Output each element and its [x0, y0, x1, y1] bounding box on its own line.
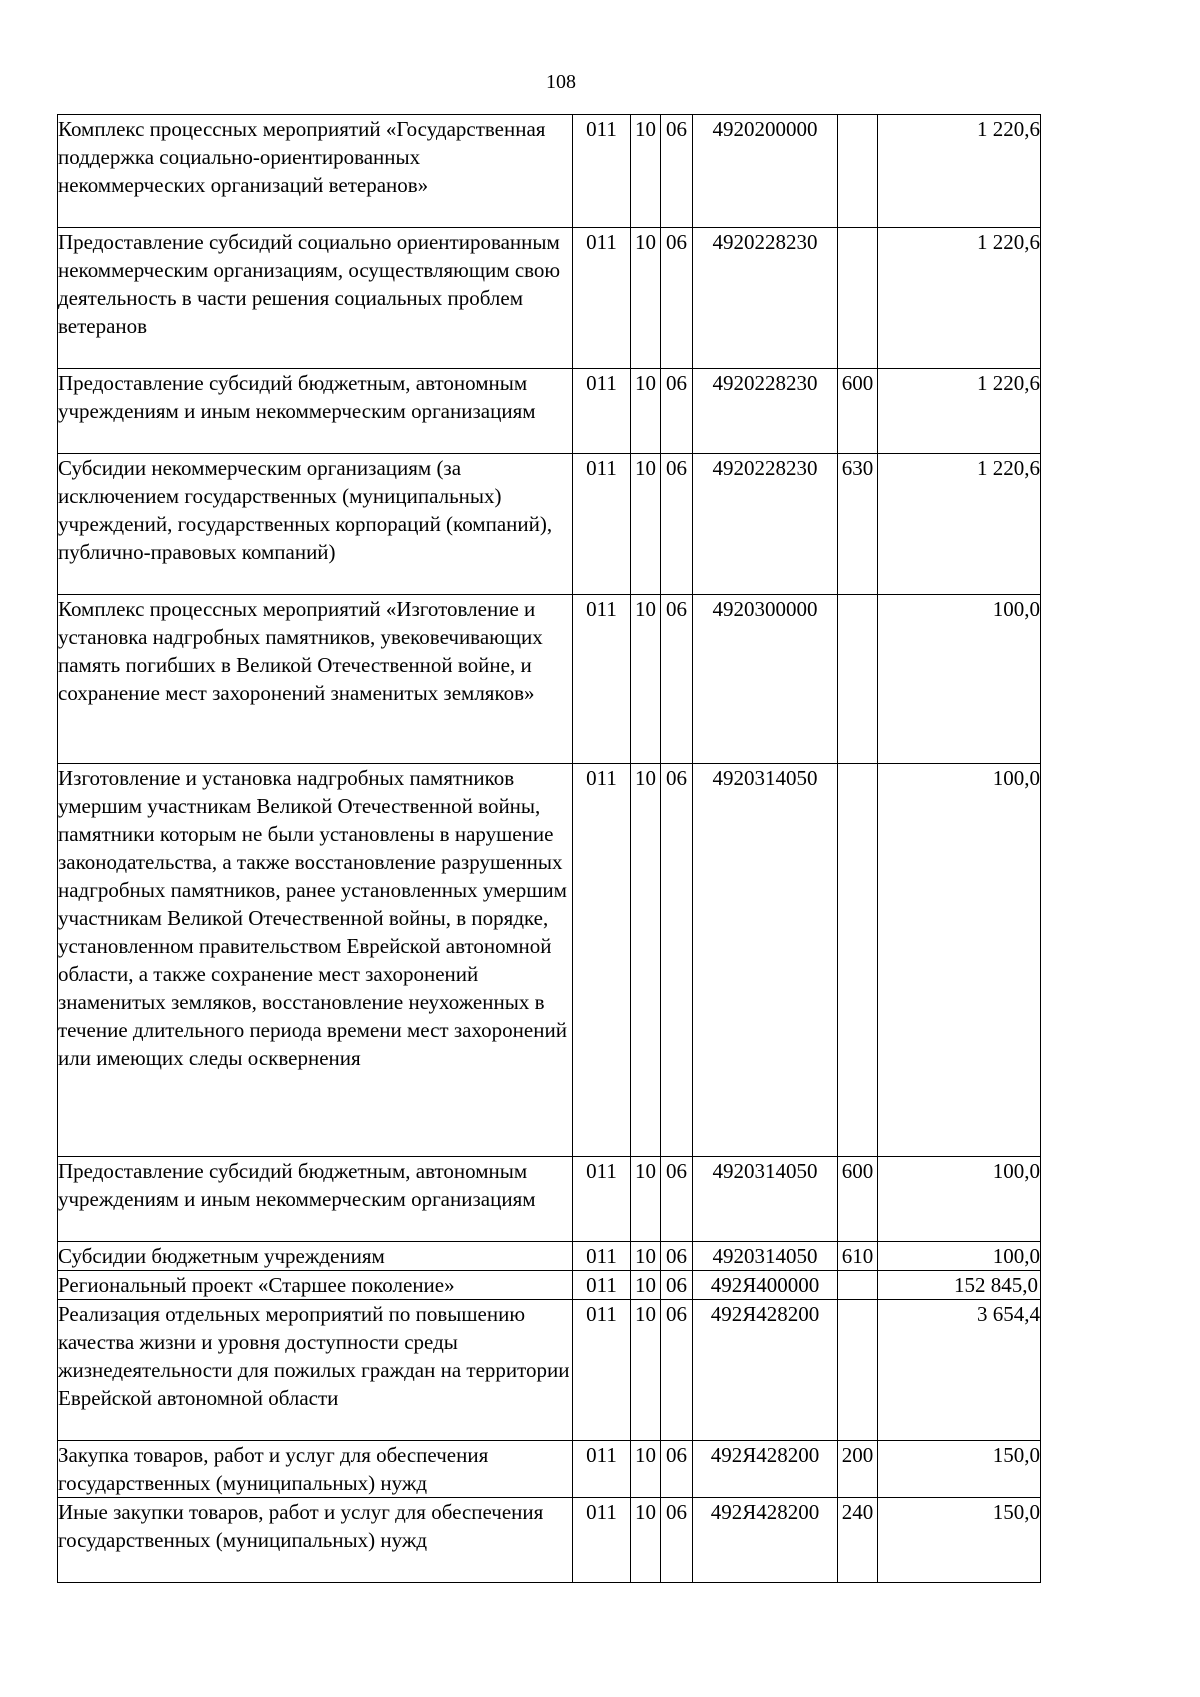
- row-name: Региональный проект «Старшее поколение»: [58, 1271, 573, 1300]
- row-admin-code: 011: [573, 228, 631, 369]
- budget-table-body: [58, 115, 1041, 1583]
- row-amount: 1 220,6: [878, 228, 1041, 369]
- row-amount: 100,0: [878, 1157, 1041, 1242]
- row-subsection: 06: [661, 454, 693, 595]
- row-subsection: 06: [661, 1300, 693, 1441]
- row-section: 10: [631, 115, 661, 228]
- row-amount: 150,0: [878, 1498, 1041, 1583]
- row-name: Реализация отдельных мероприятий по повышению качества жизни и уровня доступности среды жизнедеятельности для пожилых граждан на территории Еврейской автономной области: [58, 1300, 573, 1441]
- row-target-article: 4920228230: [693, 228, 838, 369]
- row-admin-code: 011: [573, 1157, 631, 1242]
- table-row: [58, 1300, 1041, 1441]
- table-row: [58, 454, 1041, 595]
- row-name: Предоставление субсидий социально ориентированным некоммерческим организациям, осуществляющим свою деятельность в части решения социальных проблем ветеранов: [58, 228, 573, 369]
- row-subsection: 06: [661, 1271, 693, 1300]
- row-section: 10: [631, 1300, 661, 1441]
- row-target-article: 4920314050: [693, 764, 838, 1157]
- row-section: 10: [631, 595, 661, 764]
- row-name: Иные закупки товаров, работ и услуг для обеспечения государственных (муниципальных) нужд: [58, 1498, 573, 1583]
- row-target-article: 492Я400000: [693, 1271, 838, 1300]
- row-expense-type: 600: [838, 369, 878, 454]
- table-row: [58, 1271, 1041, 1300]
- row-amount: 1 220,6: [878, 369, 1041, 454]
- row-amount: 3 654,4: [878, 1300, 1041, 1441]
- row-expense-type: 610: [838, 1242, 878, 1271]
- row-target-article: 492Я428200: [693, 1498, 838, 1583]
- row-target-article: 4920200000: [693, 115, 838, 228]
- row-subsection: 06: [661, 595, 693, 764]
- row-section: 10: [631, 454, 661, 595]
- row-target-article: 4920228230: [693, 369, 838, 454]
- row-amount: 150,0: [878, 1441, 1041, 1498]
- row-expense-type: 600: [838, 1157, 878, 1242]
- table-row: [58, 228, 1041, 369]
- row-admin-code: 011: [573, 1441, 631, 1498]
- row-name: Предоставление субсидий бюджетным, автономным учреждениям и иным некоммерческим организациям: [58, 1157, 573, 1242]
- row-expense-type: 200: [838, 1441, 878, 1498]
- row-section: 10: [631, 1157, 661, 1242]
- row-expense-type: [838, 1271, 878, 1300]
- row-target-article: 4920300000: [693, 595, 838, 764]
- row-section: 10: [631, 1242, 661, 1271]
- table-row: [58, 1441, 1041, 1498]
- row-subsection: 06: [661, 369, 693, 454]
- row-subsection: 06: [661, 1498, 693, 1583]
- row-amount: 100,0: [878, 1242, 1041, 1271]
- row-admin-code: 011: [573, 764, 631, 1157]
- row-name: Комплекс процессных мероприятий «Изготовление и установка надгробных памятников, увековечивающих память погибших в Великой Отечественной войне, и сохранение мест захоронений знаменитых земляков»: [58, 595, 573, 764]
- row-subsection: 06: [661, 115, 693, 228]
- row-admin-code: 011: [573, 595, 631, 764]
- row-section: 10: [631, 1441, 661, 1498]
- row-amount: 100,0: [878, 764, 1041, 1157]
- row-amount: 1 220,6: [878, 454, 1041, 595]
- table-row: [58, 369, 1041, 454]
- row-section: 10: [631, 764, 661, 1157]
- row-target-article: 4920314050: [693, 1242, 838, 1271]
- row-amount: 100,0: [878, 595, 1041, 764]
- row-section: 10: [631, 228, 661, 369]
- row-expense-type: [838, 1300, 878, 1441]
- row-name: Предоставление субсидий бюджетным, автономным учреждениям и иным некоммерческим организациям: [58, 369, 573, 454]
- table-row: [58, 1157, 1041, 1242]
- row-name: Изготовление и установка надгробных памятников умершим участникам Великой Отечественной войны, памятники которым не были установлены в нарушение законодательства, а также восстановление разрушенных надгробных памятников, ранее установленных умершим участникам Великой Отечественной войны, в порядке, установленном правительством Еврейской автономной области, а также сохранение мест захоронений знаменитых земляков, восстановление неухоженных в течение длительного периода времени мест захоронений или имеющих следы осквернения: [58, 764, 573, 1157]
- row-expense-type: 240: [838, 1498, 878, 1583]
- row-admin-code: 011: [573, 454, 631, 595]
- row-subsection: 06: [661, 764, 693, 1157]
- row-amount: 1 220,6: [878, 115, 1041, 228]
- row-name: Субсидии бюджетным учреждениям: [58, 1242, 573, 1271]
- row-name: Субсидии некоммерческим организациям (за исключением государственных (муниципальных) учреждений, государственных корпораций (компаний), публично-правовых компаний): [58, 454, 573, 595]
- table-row: [58, 1242, 1041, 1271]
- table-row: [58, 764, 1041, 1157]
- table-row: [58, 1498, 1041, 1583]
- row-subsection: 06: [661, 1242, 693, 1271]
- row-target-article: 492Я428200: [693, 1300, 838, 1441]
- row-subsection: 06: [661, 1441, 693, 1498]
- row-name: Комплекс процессных мероприятий «Государственная поддержка социально-ориентированных некоммерческих организаций ветеранов»: [58, 115, 573, 228]
- row-subsection: 06: [661, 228, 693, 369]
- row-admin-code: 011: [573, 115, 631, 228]
- row-expense-type: 630: [838, 454, 878, 595]
- row-admin-code: 011: [573, 1271, 631, 1300]
- row-target-article: 4920228230: [693, 454, 838, 595]
- row-admin-code: 011: [573, 1300, 631, 1441]
- row-target-article: 492Я428200: [693, 1441, 838, 1498]
- row-name: Закупка товаров, работ и услуг для обеспечения государственных (муниципальных) нужд: [58, 1441, 573, 1498]
- row-expense-type: [838, 115, 878, 228]
- row-target-article: 4920314050: [693, 1157, 838, 1242]
- table-row: [58, 595, 1041, 764]
- row-section: 10: [631, 1271, 661, 1300]
- row-expense-type: [838, 228, 878, 369]
- row-section: 10: [631, 1498, 661, 1583]
- row-admin-code: 011: [573, 1242, 631, 1271]
- table-row: [58, 115, 1041, 228]
- page-number: 108: [546, 71, 576, 93]
- row-expense-type: [838, 595, 878, 764]
- row-section: 10: [631, 369, 661, 454]
- row-subsection: 06: [661, 1157, 693, 1242]
- row-amount: 152 845,0: [878, 1271, 1041, 1300]
- row-admin-code: 011: [573, 369, 631, 454]
- budget-table: [57, 114, 1041, 1583]
- row-admin-code: 011: [573, 1498, 631, 1583]
- row-expense-type: [838, 764, 878, 1157]
